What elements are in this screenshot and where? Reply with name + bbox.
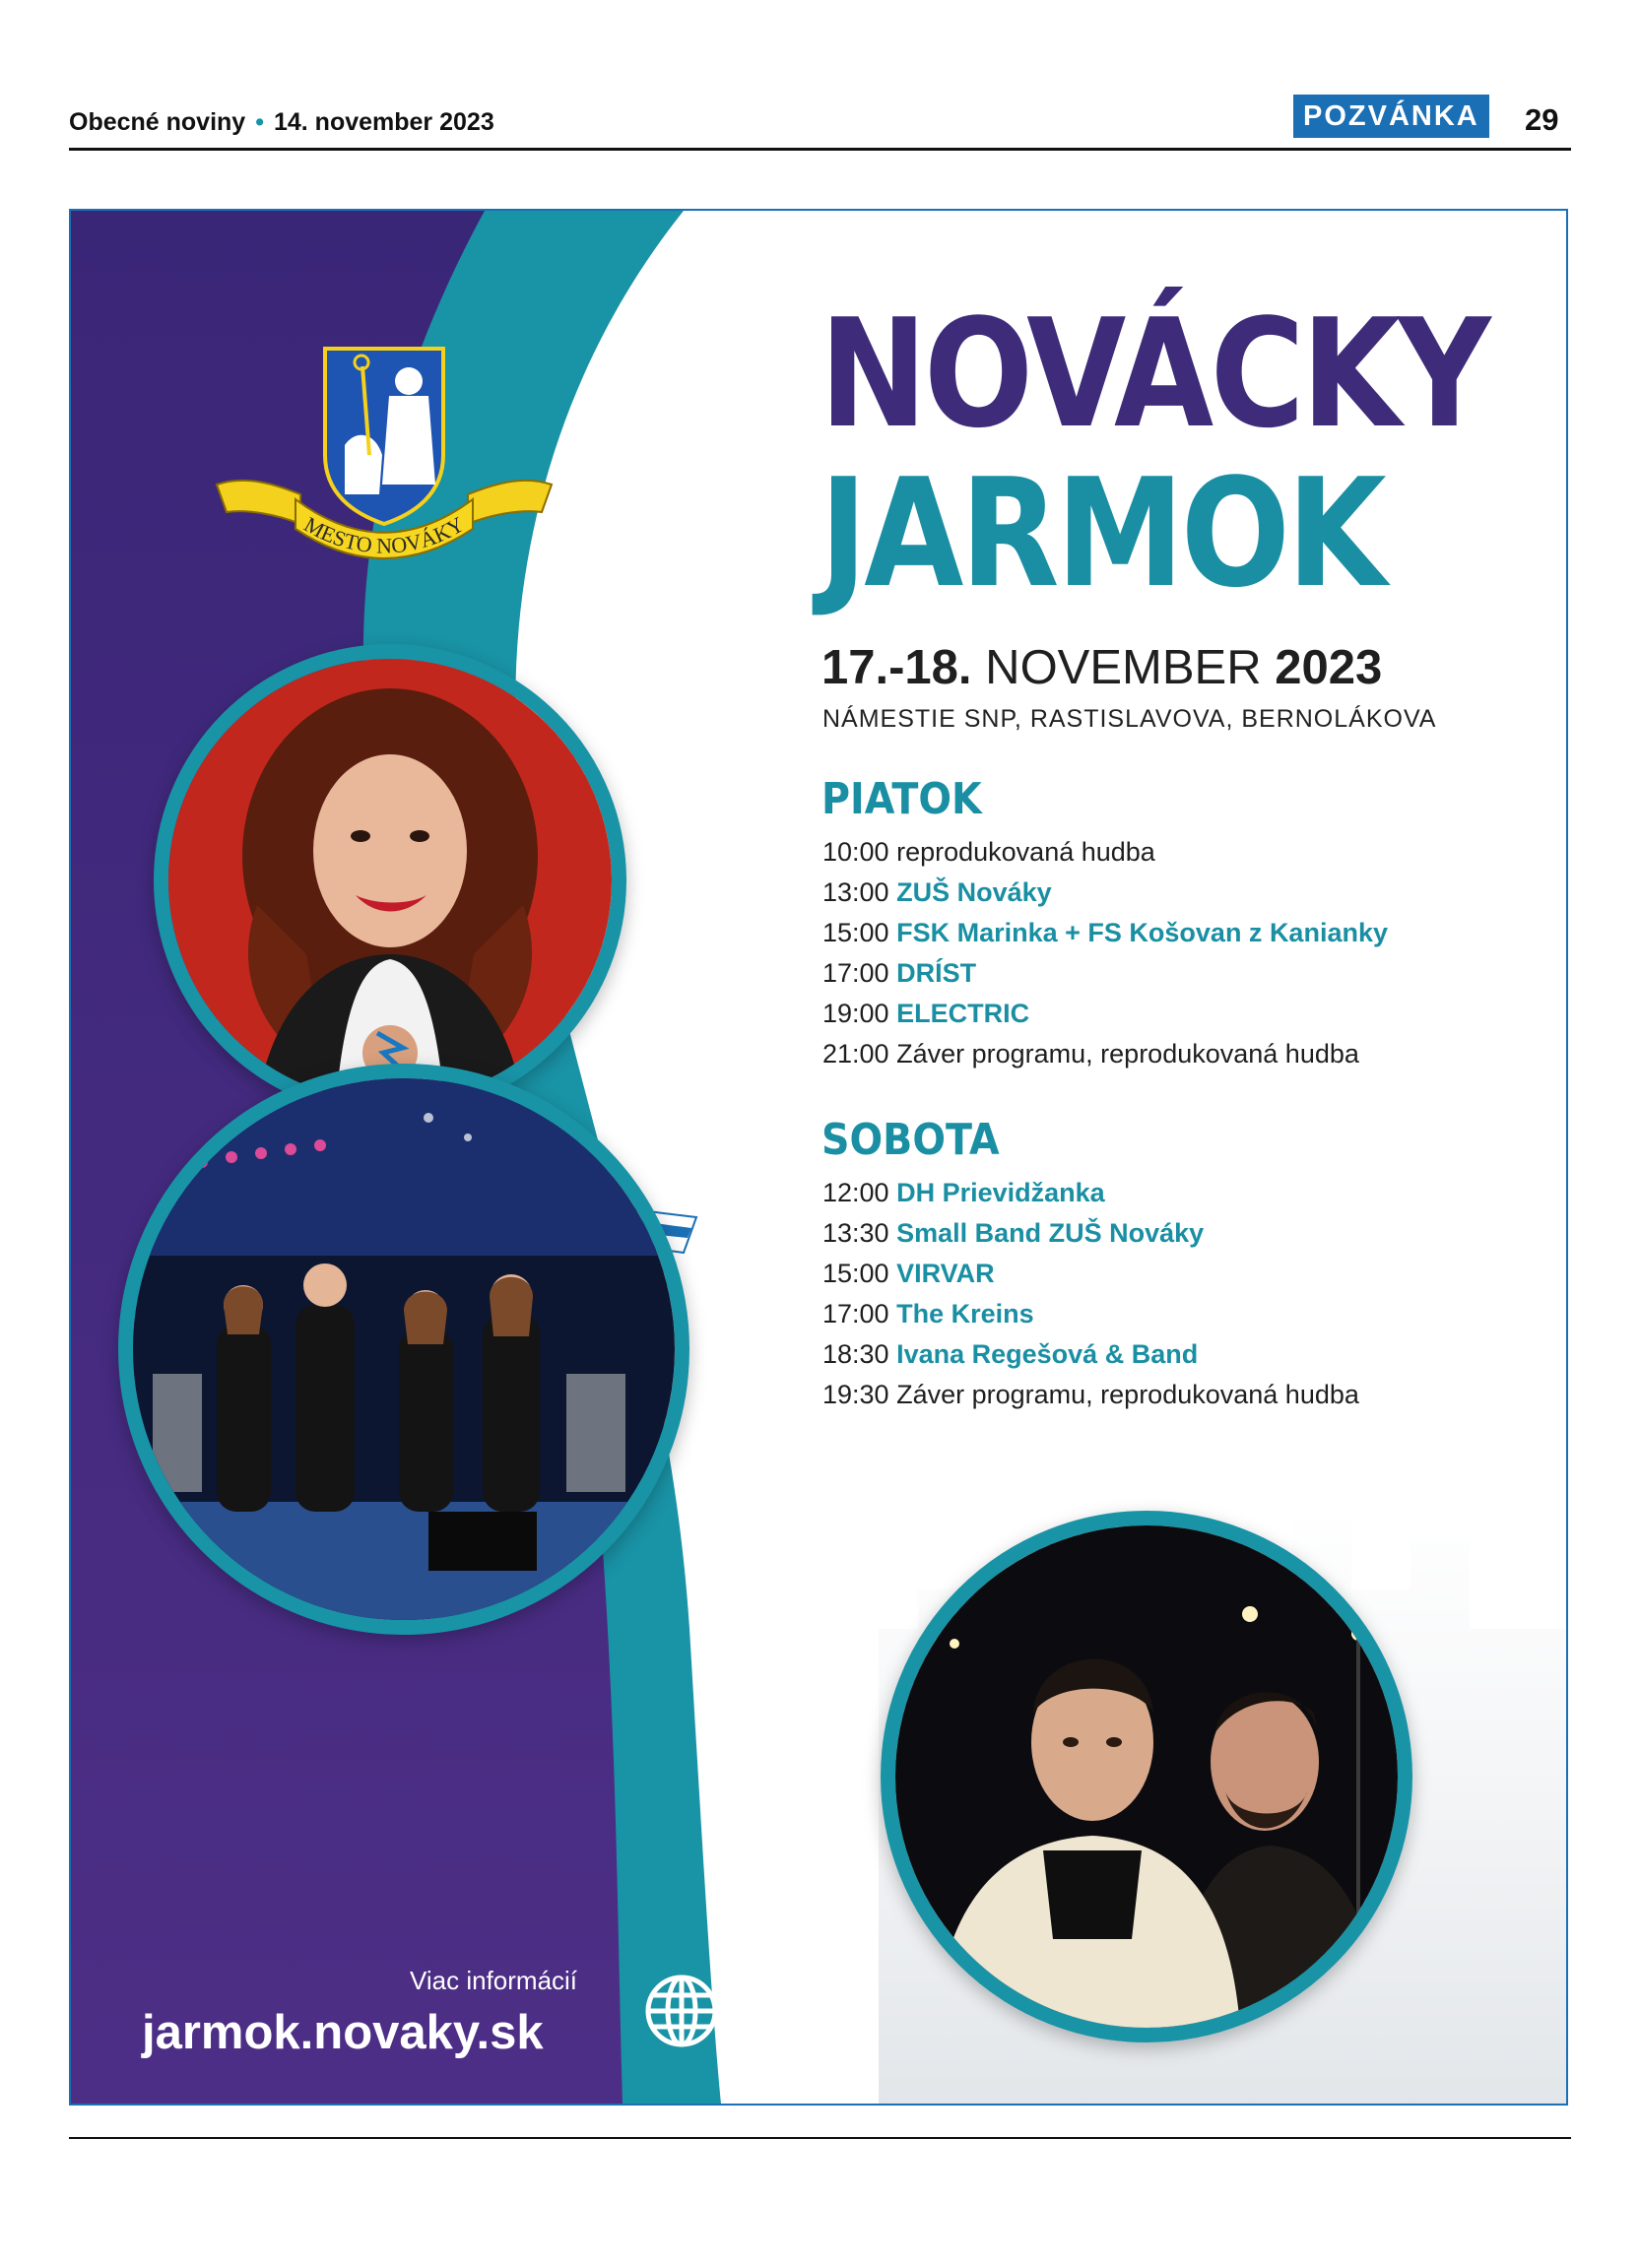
- crest-ribbon: [256, 496, 512, 575]
- dates-month: NOVEMBER: [971, 641, 1276, 694]
- schedule-item: 15:00 VIRVAR: [822, 1259, 995, 1288]
- section-tag: POZVÁNKA: [1293, 95, 1489, 138]
- website-link[interactable]: jarmok.novaky.sk: [142, 2006, 544, 2059]
- newspaper-header: [69, 108, 494, 137]
- schedule-saturday: [822, 1178, 1359, 1420]
- day-heading-friday: PIATOK: [821, 774, 982, 824]
- schedule-item: 10:00 reprodukovaná hudba: [822, 837, 1155, 867]
- day-heading-saturday: SOBOTA: [821, 1115, 1000, 1165]
- page-number: 29: [1525, 102, 1559, 137]
- issue-date: 14. november 2023: [273, 108, 494, 136]
- photo-singer-portrait: [154, 644, 626, 1117]
- schedule-item: 17:00 The Kreins: [822, 1299, 1034, 1328]
- schedule-item: 17:00 DRÍST: [822, 958, 977, 988]
- dates-days: 17.-18.: [821, 641, 972, 694]
- poster-title-line1: NOVÁCKY: [820, 287, 1488, 461]
- poster-title-line2: JARMOK: [820, 446, 1384, 620]
- schedule-item: 13:30 Small Band ZUŠ Nováky: [822, 1218, 1205, 1248]
- more-info-label: Viac informácií: [410, 1966, 578, 1995]
- schedule-item: 18:30 Ivana Regešová & Band: [822, 1339, 1199, 1369]
- event-poster: [69, 209, 1568, 2106]
- header-rule: [69, 148, 1571, 151]
- svg-text:MESTO NOVÁKY: [300, 511, 469, 557]
- globe-icon: [644, 1974, 719, 2048]
- schedule-item: 19:30 Záver programu, reprodukovaná hudba: [822, 1380, 1359, 1409]
- event-venue: NÁMESTIE SNP, RASTISLAVOVA, BERNOLÁKOVA: [822, 705, 1437, 733]
- schedule-item: 19:00 ELECTRIC: [822, 999, 1030, 1028]
- schedule-friday: [822, 837, 1388, 1079]
- schedule-item: 15:00 FSK Marinka + FS Košovan z Kanianky: [822, 918, 1388, 947]
- schedule-item: 12:00 DH Prievidžanka: [822, 1178, 1105, 1207]
- schedule-item: 21:00 Záver programu, reprodukovaná hudba: [822, 1039, 1359, 1069]
- footer-rule: [69, 2137, 1571, 2139]
- dates-year: 2023: [1275, 641, 1383, 694]
- header-separator: •: [255, 108, 264, 136]
- photo-choir-stage: [118, 1064, 689, 1635]
- photo-duo: [881, 1511, 1412, 2042]
- schedule-item: 13:00 ZUŠ Nováky: [822, 877, 1052, 907]
- event-dates: [821, 640, 1382, 695]
- crest-ribbon-text: MESTO NOVÁKY: [299, 511, 469, 558]
- publication-name: Obecné noviny: [69, 108, 246, 136]
